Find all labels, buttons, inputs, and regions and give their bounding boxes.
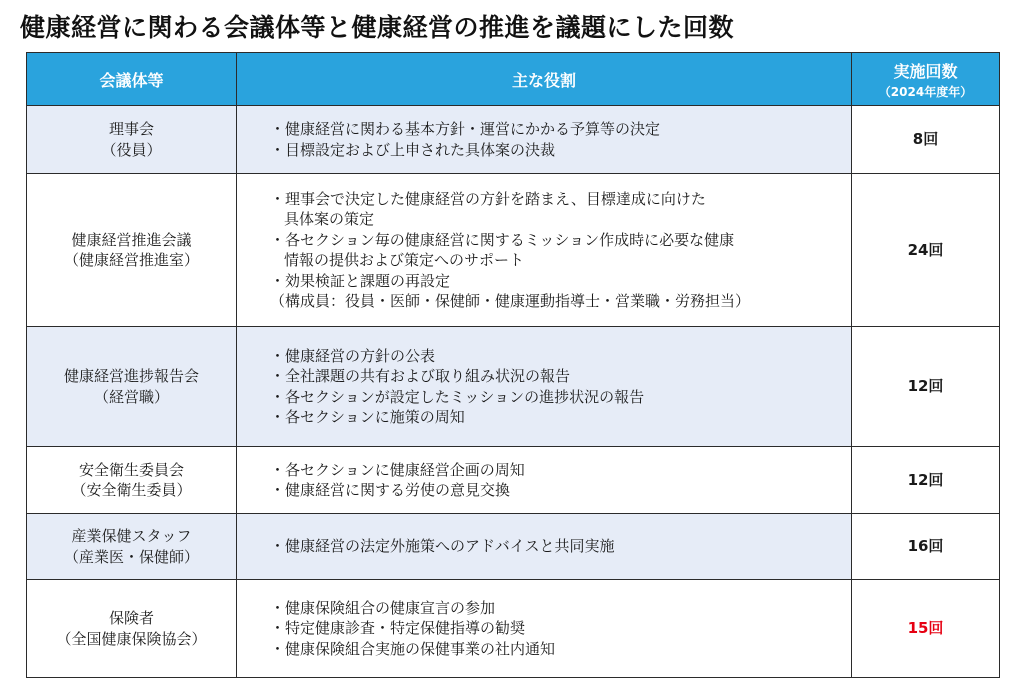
body-name: 安全衛生委員会 [78,460,184,479]
role-line: ・健康保険組合の健康宣言の参加 [270,598,496,617]
body-name-sub: （安全衛生委員） [71,481,192,499]
table-row [27,174,1000,327]
body-cell [27,327,237,447]
role-line: ・効果検証と課題の再設定 [270,271,451,290]
body-name-sub: （経営職） [93,387,169,406]
body-cell [27,174,237,327]
role-cell [237,514,852,580]
body-cell [27,580,237,678]
meetings-table [26,52,1000,678]
header-role: 主な役割 [237,53,852,106]
count-cell: 16回 [852,514,1000,580]
header-body: 会議体等 [27,53,237,106]
table-row [27,447,1000,514]
role-line: ・健康経営に関わる基本方針・運営にかかる予算等の決定 [270,120,661,138]
page-title: 健康経営に関わる会議体等と健康経営の推進を議題にした回数 [20,13,735,42]
role-cell [237,580,852,678]
table-row [27,327,1000,447]
table-row [27,580,1000,678]
count-cell-highlight: 15回 [852,580,1000,678]
role-line: ・目標設定および上申された具体案の決裁 [270,140,556,159]
body-cell [27,514,237,580]
role-line: ・健康経営の方針の公表 [270,346,436,365]
role-line: ・全社課題の共有および取り組み状況の報告 [270,367,571,385]
role-line: ・各セクションに施策の周知 [270,408,465,426]
role-line: 情報の提供および策定へのサポート [284,251,525,269]
role-line: ・各セクション毎の健康経営に関するミッション作成時に必要な健康 [270,230,735,249]
table-row [27,514,1000,580]
body-name: 健康経営推進会議 [71,230,192,249]
role-line: ・健康経営の法定外施策へのアドバイスと共同実施 [270,537,615,556]
role-line: ・理事会で決定した健康経営の方針を踏まえ、目標達成に向けた [270,189,706,208]
header-count-label: 実施回数 [893,61,958,81]
body-cell [27,106,237,174]
body-cell [27,447,237,514]
role-cell [237,447,852,514]
body-name-sub: （健康経営推進室） [63,251,199,269]
table-row [27,106,1000,174]
count-cell: 12回 [852,447,1000,514]
table-header-row [27,53,1000,106]
role-line: ・各セクションが設定したミッションの進捗状況の報告 [270,387,645,406]
role-line: 具体案の策定 [284,210,375,228]
body-name-sub: （全国健康保険協会） [56,629,207,648]
role-cell [237,106,852,174]
role-line: ・健康保険組合実施の保健事業の社内通知 [270,639,556,658]
role-cell [237,327,852,447]
header-count [852,53,1000,106]
count-cell: 8回 [852,106,1000,174]
count-cell: 12回 [852,327,1000,447]
body-name: 健康経営進捗報告会 [63,367,199,385]
role-line: （構成員：役員・医師・保健師・健康運動指導士・営業職・労務担当） [270,292,751,310]
role-line: ・各セクションに健康経営企画の周知 [270,460,525,479]
body-name: 産業保健スタッフ [71,527,192,545]
body-name: 保険者 [108,609,154,627]
header-count-sub: （2024年度年） [878,84,973,99]
role-line: ・特定健康診査・特定保健指導の勧奨 [270,619,526,638]
role-line: ・健康経営に関する労使の意見交換 [270,481,511,499]
body-name-sub: （産業医・保健師） [63,547,199,566]
body-name: 理事会 [108,120,154,138]
body-name-sub: （役員） [101,140,162,159]
role-cell [237,174,852,327]
count-cell: 24回 [852,174,1000,327]
